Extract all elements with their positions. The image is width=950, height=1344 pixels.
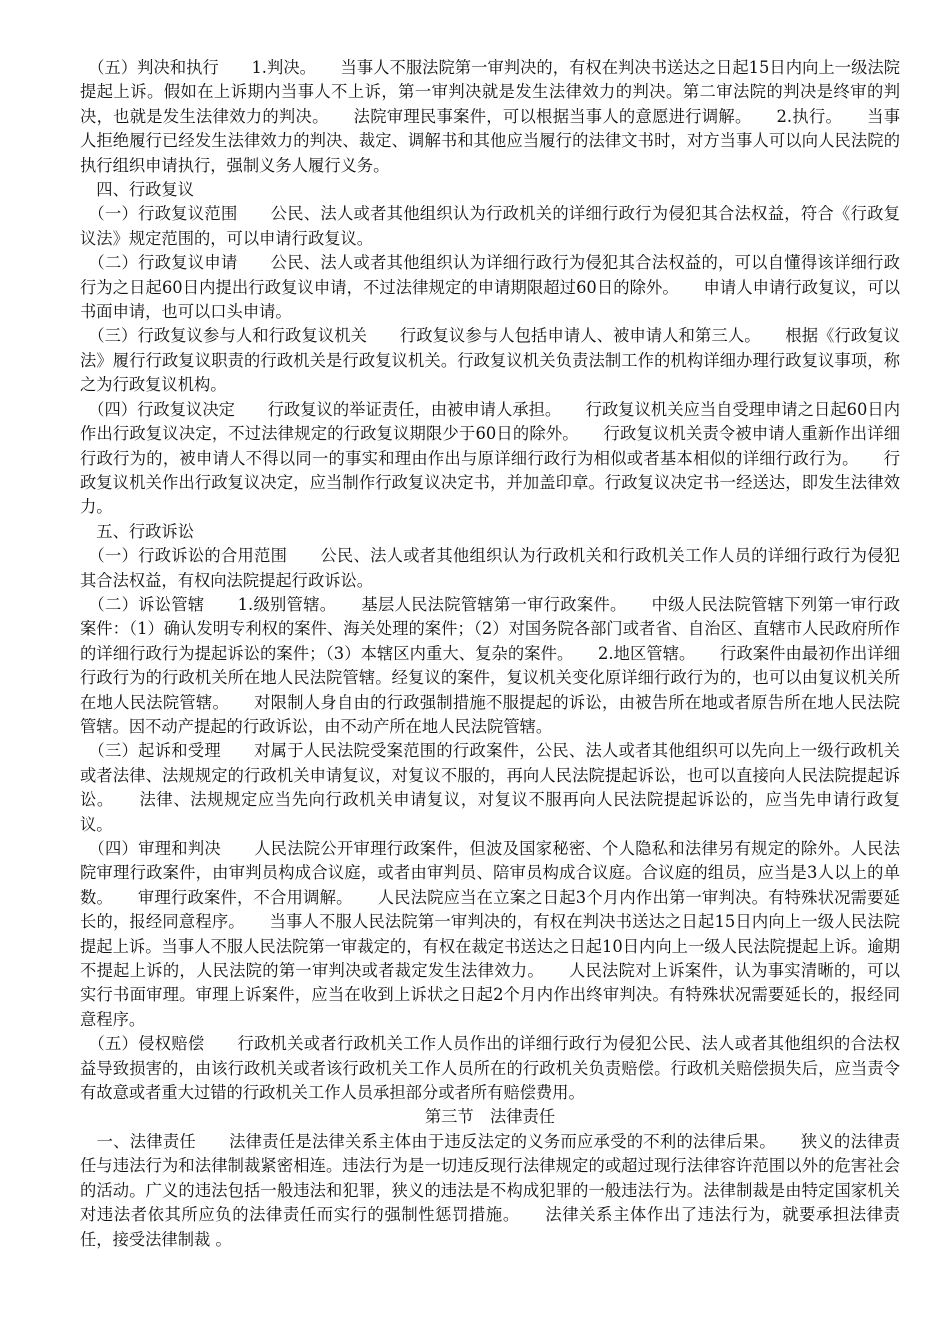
- paragraph-litigation-scope: （一）行政诉讼的合用范围 公民、法人或者其他组织认为行政机关和行政机关工作人员的详细行政行为侵犯其合法权益，有权向法院提起行政诉讼。: [80, 546, 900, 590]
- paragraph-jurisdiction: （二）诉讼管辖 1.级别管辖。 基层人民法院管辖第一审行政案件。 中级人民法院管辖下列第一审行政案件：（1）确认发明专利权的案件、海关处理的案件；（2）对国务院各部门或者省、自治区、直辖市人民政府所作的详细行政行为提起诉讼的案件；（3）本辖区内重大、复杂的案件。 2.地区管辖。 行政案件由最初作出详细行政行为的行政机关所在地人民法院管辖。经复议的案件，复议机关变化原详细行政行为的，也可以由复议机关所在地人民法院管辖。 对限制人身自由的行政强制措施不服提起的诉讼，由被告所在地或者原告所在地人民法院管辖。因不动产提起的行政诉讼，由不动产所在地人民法院管辖。: [80, 594, 900, 736]
- heading-administrative-litigation: 五、行政诉讼: [80, 521, 194, 541]
- heading-administrative-review: 四、行政复议: [80, 180, 194, 200]
- paragraph-review-application: （二）行政复议申请 公民、法人或者其他组织认为详细行政行为侵犯其合法权益的，可以自懂得该详细行政行为之日起60日内提出行政复议申请，不过法律规定的申请期限超过60日的除外。 申请人申请行政复议，可以书面申请，也可以口头申请。: [80, 253, 900, 322]
- paragraph-legal-liability: 一、法律责任 法律责任是法律关系主体由于违反法定的义务而应承受的不利的法律后果。 狭义的法律责任与违法行为和法律制裁紧密相连。违法行为是一切违反现行法律规定的或超过现行法律容许范围以外的危害社会的活动。广义的违法包括一般违法和犯罪，狭义的违法是不构成犯罪的一般违法行为。法律制裁是由特定国家机关对违法者依其所应负的法律责任而实行的强制性惩罚措施。 法律关系主体作出了违法行为，就要承担法律责任，接受法律制裁 。: [80, 1131, 900, 1249]
- paragraph-review-decision: （四）行政复议决定 行政复议的举证责任，由被申请人承担。 行政复议机关应当自受理申请之日起60日内作出行政复议决定，不过法律规定的行政复议期限少于60日的除外。 行政复议机关责令被申请人重新作出详细行政行为的，被申请人不得以同一的事实和理由作出与原详细行政行为相似或者基本相似的详细行政行为。 行政复议机关作出行政复议决定，应当制作行政复议决定书，并加盖印章。行政复议决定书一经送达，即发生法律效力。: [80, 399, 900, 517]
- paragraph-judgment-execution: （五）判决和执行 1.判决。 当事人不服法院第一审判决的，有权在判决书送达之日起15日内向上一级法院提起上诉。假如在上诉期内当事人不上诉，第一审判决就是发生法律效力的判决。第二审法院的判决是终审的判决，也就是发生法律效力的判决。 法院审理民事案件，可以根据当事人的意愿进行调解。 2.执行。 当事人拒绝履行已经发生法律效力的判决、裁定、调解书和其他应当履行的法律文书时，对方当事人可以向人民法院的执行组织申请执行，强制义务人履行义务。: [80, 58, 900, 175]
- paragraph-trial-judgment: （四）审理和判决 人民法院公开审理行政案件，但波及国家秘密、个人隐私和法律另有规定的除外。人民法院审理行政案件，由审判员构成合议庭，或者由审判员、陪审员构成合议庭。合议庭的组员，应当是3人以上的单数。 审理行政案件，不合用调解。 人民法院应当在立案之日起3个月内作出第一审判决。有特殊状况需要延长的，报经同意程序。 当事人不服人民法院第一审判决的，有权在判决书送达之日起15日内向上一级人民法院提起上诉。当事人不服人民法院第一审裁定的，有权在裁定书送达之日起10日内向上一级人民法院提起上诉。逾期不提起上诉的，人民法院的第一审判决或者裁定发生法律效力。 人民法院对上诉案件，认为事实清晰的，可以实行书面审理。审理上诉案件，应当在收到上诉状之日起2个月内作出终审判决。有特殊状况需要延长的，报经同意程序。: [80, 839, 900, 1029]
- document-page: [80, 56, 900, 1252]
- paragraph-tort-compensation: （五）侵权赔偿 行政机关或者行政机关工作人员作出的详细行政行为侵犯公民、法人或者其他组织的合法权益导致损害的，由该行政机关或者该行政机关工作人员所在的行政机关负责赔偿。行政机关赔偿损失后，应当责令有故意或者重大过错的行政机关工作人员承担部分或者所有赔偿费用。: [80, 1034, 900, 1103]
- paragraph-review-scope: （一）行政复议范围 公民、法人或者其他组织认为行政机关的详细行政行为侵犯其合法权益，符合《行政复议法》规定范围的，可以申请行政复议。: [80, 204, 900, 248]
- paragraph-filing-acceptance: （三）起诉和受理 对属于人民法院受案范围的行政案件，公民、法人或者其他组织可以先向上一级行政机关或者法律、法规规定的行政机关申请复议，对复议不服的，再向人民法院提起诉讼，也可以直接向人民法院提起诉讼。 法律、法规规定应当先向行政机关申请复议，对复议不服再向人民法院提起诉讼的，应当先申请行政复议。: [80, 741, 900, 834]
- section-title-legal-liability: 第三节 法律责任: [424, 1107, 556, 1127]
- paragraph-review-participants: （三）行政复议参与人和行政复议机关 行政复议参与人包括申请人、被申请人和第三人。 根据《行政复议法》履行行政复议职责的行政机关是行政复议机关。行政复议机关负责法制工作的机构详细办理行政复议事项，称之为行政复议机构。: [80, 326, 900, 395]
